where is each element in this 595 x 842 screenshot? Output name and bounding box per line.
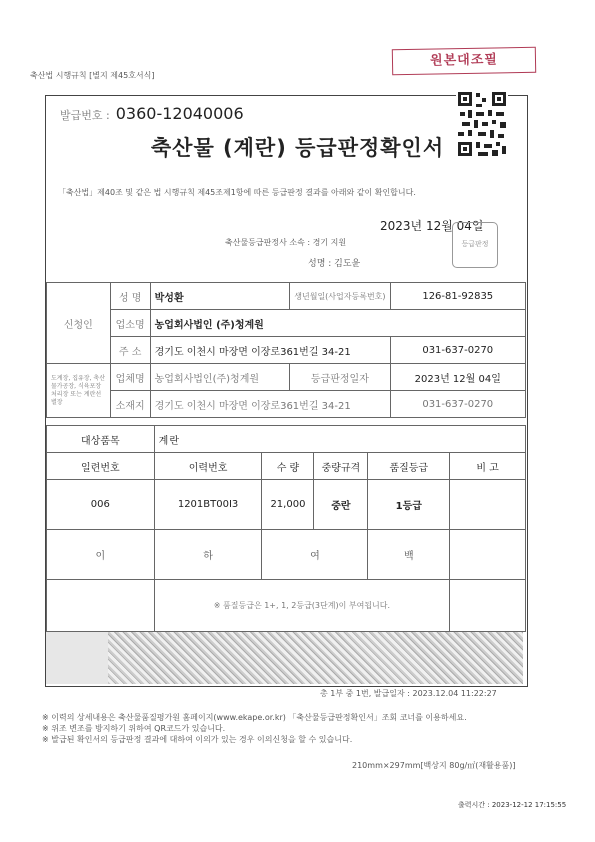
facility-section-label: 도계장, 집유장, 축산물가공장, 식육포장처리장 또는 계란선별장: [47, 364, 111, 418]
header-grade: 품질등급: [368, 453, 450, 480]
facility-location: 경기도 이천시 마장면 이장로361번길 34-21: [150, 391, 390, 418]
biz-no: 126-81-92835: [390, 283, 525, 310]
certificate-number-label: 발급번호 :: [60, 109, 110, 122]
row-quantity: 21,000: [262, 480, 314, 530]
applicant-company-row: [47, 310, 526, 337]
applicant-address-row: [47, 337, 526, 364]
facility-date: 2023년 12월 04일: [390, 364, 525, 391]
applicant-name: 박성환: [150, 283, 290, 310]
applicant-section-label: 신청인: [47, 283, 111, 364]
row-note: [450, 480, 526, 530]
seal-text: 등급판정: [461, 240, 489, 248]
info-table: [46, 282, 526, 418]
name-label: 성 명: [110, 283, 150, 310]
grade-footnote: ※ 품질등급은 1+, 1, 2등급(3단계)이 부여됩니다.: [154, 580, 450, 632]
table-row: [47, 480, 526, 530]
row-serial: 006: [47, 480, 155, 530]
official-seal: [452, 222, 498, 268]
original-copy-stamp: 원본대조필: [392, 47, 536, 76]
facility-name-label: 업체명: [110, 364, 150, 391]
company-name: 농업회사법인 (주)청계원: [150, 310, 525, 337]
product-label: 대상품목: [47, 426, 155, 453]
facility-name-row: [47, 364, 526, 391]
header-trace: 이력번호: [154, 453, 262, 480]
biz-no-label: 생년월일(사업자등록번호): [290, 283, 390, 310]
facility-date-label: 등급판정일자: [290, 364, 390, 391]
intro-text: 「축산법」제40조 및 같은 법 시행규칙 제45조제1항에 따른 등급판정 결과를 아래와 같이 확인합니다.: [58, 188, 416, 197]
header-serial: 일련번호: [47, 453, 155, 480]
facility-location-row: [47, 391, 526, 418]
blank-word-4: 백: [368, 530, 450, 580]
header-note: 비 고: [450, 453, 526, 480]
header-quantity: 수 량: [262, 453, 314, 480]
notes: [42, 712, 467, 745]
applicant-name-row: [47, 283, 526, 310]
row-trace: 1201BT00I3: [154, 480, 262, 530]
header-weight: 중량규격: [314, 453, 368, 480]
blank-word-3: 여: [262, 530, 368, 580]
blurred-barcode-area: [108, 632, 523, 684]
address-label: 주 소: [110, 337, 150, 364]
facility-phone: 031-637-0270: [390, 391, 525, 418]
applicant-address: 경기도 이천시 마장면 이장로361번길 34-21: [150, 337, 390, 364]
row-weight: 중란: [314, 480, 368, 530]
product-value: 계란: [154, 426, 525, 453]
certificate-number-value: 0360-12040006: [115, 104, 244, 123]
certificate-number: [60, 104, 244, 123]
blurred-area: [46, 632, 108, 684]
blank-word-2: 하: [154, 530, 262, 580]
judgment-date: 2023년 12월 04일: [380, 219, 484, 233]
applicant-phone: 031-637-0270: [390, 337, 525, 364]
form-label: 축산법 시행규칙 [별지 제45호서식]: [30, 71, 155, 80]
document-title: 축산물 (계란) 등급판정확인서: [150, 136, 445, 160]
note-3: ※ 발급된 확인서의 등급판정 결과에 대하여 이의가 있는 경우 이의신청을 할 수 있습니다.: [42, 735, 353, 744]
issue-line: 총 1부 중 1번, 발급일자 : 2023.12.04 11:22:27: [320, 689, 497, 698]
blank-word-1: 이: [47, 530, 155, 580]
facility-location-label: 소재지: [110, 391, 150, 418]
grade-table: [46, 425, 526, 632]
note-2: ※ 위조 변조를 방지하기 위하여 QR코드가 있습니다.: [42, 724, 226, 733]
row-grade: 1등급: [368, 480, 450, 530]
blank-row: [47, 530, 526, 580]
note-1: ※ 이력의 상세내용은 축산물품질평가원 홈페이지(www.ekape.or.kr) 「축산물등급판정확인서」조회 코너를 이용하세요.: [42, 713, 467, 722]
inspector-affiliation: 축산물등급판정사 소속 : 경기 지원: [225, 238, 347, 247]
grade-table-header: [47, 453, 526, 480]
footnote-row: [47, 580, 526, 632]
company-label: 업소명: [110, 310, 150, 337]
inspector-name: 성명 : 김도윤: [308, 259, 361, 269]
paper-size: 210mm×297mm[백상지 80g/㎡(재활용품)]: [352, 761, 516, 770]
facility-name: 농업회사법인(주)청계원: [150, 364, 290, 391]
print-time: 출력시간 : 2023-12-12 17:15:55: [458, 801, 567, 809]
product-row: [47, 426, 526, 453]
